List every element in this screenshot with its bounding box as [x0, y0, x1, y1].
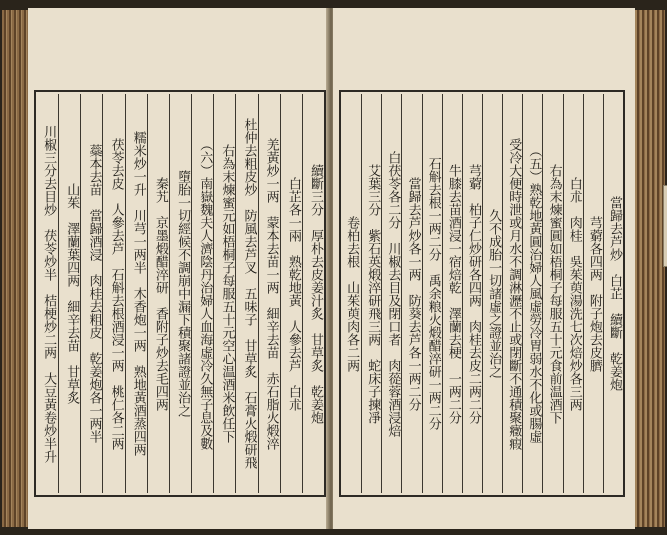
- left-page-text-column: [125, 94, 148, 493]
- right-page-column-text: 當歸去芦炒 白芷 續斷 乾姜炮: [606, 196, 622, 391]
- right-page-column-text: 當歸去芦炒各一两 防葵去芦各一两二分: [405, 176, 421, 411]
- left-page-text-column: [191, 94, 214, 493]
- left-page-column-text: 秦艽 京墨煅醋淬研 香附子炒去毛四两: [152, 176, 168, 411]
- right-page-text-column: [422, 94, 443, 493]
- right-page-text-column: [542, 94, 563, 493]
- left-page-column-text: 糯米炒一升 川芎一两半 木香炮一两 熟地黃酒蒸四两: [130, 131, 146, 456]
- left-page-text-column: [235, 94, 258, 493]
- right-page-text-column: [603, 94, 624, 493]
- left-page: [28, 8, 330, 529]
- right-page-column-text: 受冷大便時泄或月水不調淋瀝不止或閉斷不通積聚癥瘕: [506, 137, 522, 450]
- left-page-text-column: [169, 94, 192, 493]
- right-page-column-text: 白茯苓各二分 川椒去目及閉口者 肉蓯蓉酒浸焙: [385, 150, 401, 437]
- page-tab: [663, 185, 667, 267]
- right-page-text-column: [482, 94, 503, 493]
- left-page-text-column: [36, 94, 58, 493]
- left-page-column-text: 杜仲去粗皮炒 防風去芦叉 五味子 甘草炙 石膏火煅研飛: [241, 118, 257, 469]
- right-page-text-column: [462, 94, 483, 493]
- left-page-column-text: 茯苓去皮 人參去芦 石斛去根酒浸一两 桃仁各二两: [108, 137, 124, 450]
- left-page-column-text: 續斷三分 厚朴去皮姜汁炙 甘草炙 乾姜炮: [307, 163, 323, 424]
- left-page-text-column: [102, 94, 125, 493]
- left-page-column-text: 羌黃炒一两 蒙本去苗一两 細辛去苗 赤石脂火煅淬: [263, 137, 279, 450]
- right-page-column-text: 石斛去根一两二分 禹余粮火煅醋淬研一两二分: [425, 157, 441, 430]
- right-page-text-column: [522, 94, 543, 493]
- left-page-text-column: [147, 94, 170, 493]
- left-page-text-column: [80, 94, 103, 493]
- right-page-text-column: [341, 94, 361, 493]
- right-page-column-text: （五）熟乾地黃圓治婦人風虛勞冷胃弱水不化或腸虛: [526, 144, 542, 443]
- right-page-text-column: [401, 94, 422, 493]
- right-page-text-column: [563, 94, 584, 493]
- right-page-column-text: 芎藭各四两 附子炮去皮臍: [586, 215, 602, 372]
- right-page-text-column: [583, 94, 604, 493]
- right-page: [333, 8, 635, 529]
- right-page-column-text: 艾葉三分 紫石英煅淬研飛三两 蛇床子揀凈: [365, 163, 381, 424]
- right-page-text-column: [361, 94, 382, 493]
- right-page-text-column: [381, 94, 402, 493]
- left-page-text-column: [280, 94, 303, 493]
- right-page-column-text: 芎藭 柏子仁炒研各四两 肉桂去皮二两二分: [465, 163, 481, 424]
- left-page-column-text: 白芷各一兩 熟乾地黃 人參去芦 白朮: [285, 176, 301, 411]
- left-page-frame: [34, 90, 326, 497]
- right-page-text-column: [502, 94, 523, 493]
- left-page-column-text: 墮胎一切經候不調崩中漏下積聚諸證並治之: [175, 170, 191, 417]
- right-book-edge: [635, 10, 665, 527]
- right-page-text-column: [442, 94, 463, 493]
- left-page-text-column: [258, 94, 281, 493]
- right-page-column-text: 右為末煉蜜圓如梧桐子每服五十元食前温酒下: [546, 163, 562, 424]
- left-page-column-text: 蘂本去苗 當歸酒浸 肉桂去粗皮 乾姜炮各一两半: [86, 144, 102, 443]
- right-page-column-text: 白朮 肉桂 吳茱萸湯洗七次焙炒各三两: [566, 176, 582, 411]
- left-page-text-column: [213, 94, 236, 493]
- right-page-column-text: 卷柏去根 山茱萸肉各二两: [344, 215, 360, 372]
- left-page-column-text: （六）南嶽魏夫人濟陰丹治婦人血海虛冷久無子息及數: [197, 137, 213, 450]
- left-page-column-text: 山茱 澤蘭葉四两 細辛去苗 甘草炙: [64, 183, 80, 404]
- left-page-text-column: [58, 94, 81, 493]
- left-page-column-text: 川椒三分去目炒 茯苓炒半 桔梗炒二两 大豆黃卷炒半升: [41, 124, 57, 463]
- left-page-text-column: [302, 94, 325, 493]
- right-page-column-text: 牛膝去苗酒浸一宿焙乾 澤蘭去梗 一两二分: [445, 163, 461, 424]
- right-page-column-text: 久不成胎一切諸虛之證並治之: [486, 209, 502, 378]
- left-page-column-text: 右為末煉蜜元如梧桐子每服五十元空心温酒米飲任下: [219, 144, 235, 443]
- right-page-frame: [339, 90, 625, 497]
